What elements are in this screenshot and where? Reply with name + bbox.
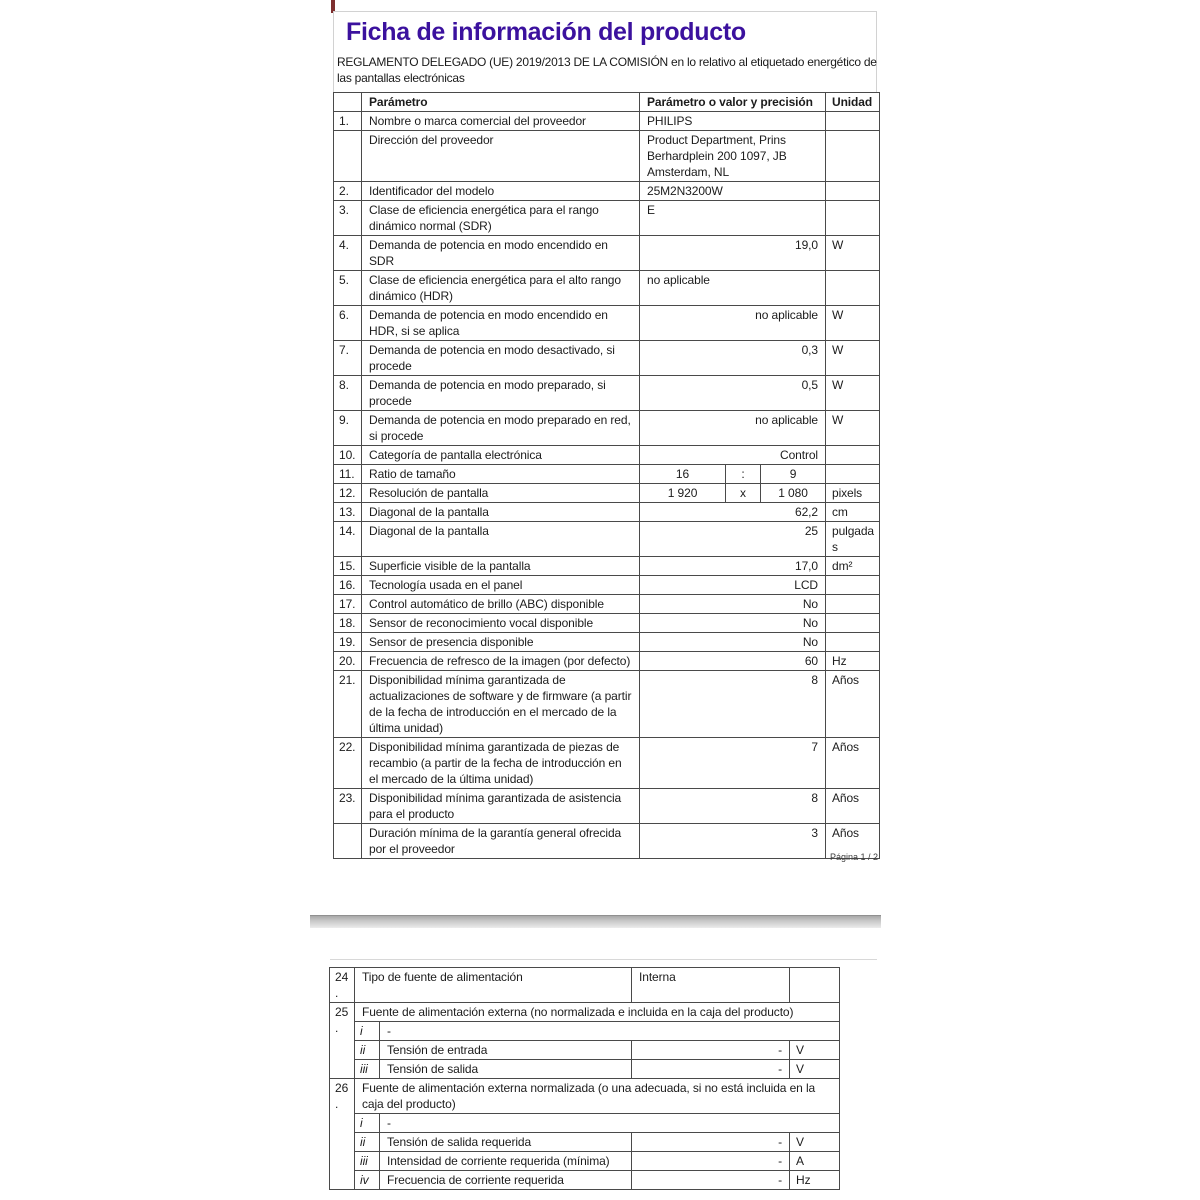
parameter-value: PHILIPS xyxy=(640,112,826,131)
unit-label xyxy=(826,446,880,465)
unit-label: W xyxy=(826,341,880,376)
regulation-intro-text: REGLAMENTO DELEGADO (UE) 2019/2013 DE LA COMISIÓN en lo relativo al etiquetado energético de las pantallas electrónicas xyxy=(337,55,877,85)
table-header-row xyxy=(334,93,880,112)
table-row xyxy=(334,446,880,465)
parameter-label: Identificador del modelo xyxy=(362,182,640,201)
sub-index: iv xyxy=(355,1171,380,1190)
row-number xyxy=(334,131,362,182)
row-number: 18. xyxy=(334,614,362,633)
sub-index: i xyxy=(355,1114,380,1133)
table-row xyxy=(330,1133,840,1152)
unit-label xyxy=(826,595,880,614)
parameter-value: 25 xyxy=(640,522,826,557)
parameter-label: Categoría de pantalla electrónica xyxy=(362,446,640,465)
parameter-label: Intensidad de corriente requerida (mínima) xyxy=(380,1152,632,1171)
row-number: 2. xyxy=(334,182,362,201)
parameter-label: Demanda de potencia en modo preparado, si procede xyxy=(362,376,640,411)
unit-label: pixels xyxy=(826,484,880,503)
unit-label xyxy=(826,131,880,182)
sub-index: i xyxy=(355,1022,380,1041)
value-part: 9 xyxy=(761,465,826,484)
row-number: 22. xyxy=(334,738,362,789)
row-number: 16. xyxy=(334,576,362,595)
table-row xyxy=(334,236,880,271)
table-row xyxy=(334,182,880,201)
parameter-label: Tensión de salida requerida xyxy=(380,1133,632,1152)
table-row xyxy=(334,595,880,614)
row-number: 21. xyxy=(334,671,362,738)
section-label: Fuente de alimentación externa normalizada (o una adecuada, si no está incluida en la caja del producto) xyxy=(355,1079,840,1114)
table-row xyxy=(334,738,880,789)
unit-label: Años xyxy=(826,824,880,859)
table-row xyxy=(334,557,880,576)
table-row xyxy=(330,1114,840,1133)
parameter-value: no aplicable xyxy=(640,306,826,341)
section-label: Fuente de alimentación externa (no normalizada e incluida en la caja del producto) xyxy=(355,1003,840,1022)
row-number: 20. xyxy=(334,652,362,671)
unit-label: W xyxy=(826,376,880,411)
row-number: 5. xyxy=(334,271,362,306)
parameter-value: Control xyxy=(640,446,826,465)
row-number: 7. xyxy=(334,341,362,376)
parameter-value: No xyxy=(640,633,826,652)
parameter-label: Resolución de pantalla xyxy=(362,484,640,503)
parameter-label: Frecuencia de refresco de la imagen (por defecto) xyxy=(362,652,640,671)
parameter-label: Nombre o marca comercial del proveedor xyxy=(362,112,640,131)
table-row xyxy=(330,1022,840,1041)
parameter-label: Tensión de salida xyxy=(380,1060,632,1079)
parameter-label: Demanda de potencia en modo encendido en HDR, si se aplica xyxy=(362,306,640,341)
table-row xyxy=(334,576,880,595)
value-part: 16 xyxy=(640,465,726,484)
table-row xyxy=(334,306,880,341)
parameter-value: - xyxy=(380,1022,840,1041)
table-row xyxy=(334,671,880,738)
parameter-value: 0,5 xyxy=(640,376,826,411)
parameter-label: Clase de eficiencia energética para el alto rango dinámico (HDR) xyxy=(362,271,640,306)
row-number: 14. xyxy=(334,522,362,557)
row-number: 13. xyxy=(334,503,362,522)
unit-label xyxy=(826,112,880,131)
parameter-value: 62,2 xyxy=(640,503,826,522)
parameter-value: 60 xyxy=(640,652,826,671)
row-number: 25. xyxy=(330,1003,355,1079)
table-row xyxy=(330,1003,840,1022)
sub-index: iii xyxy=(355,1060,380,1079)
product-fiche-table-page1 xyxy=(333,92,880,859)
parameter-label: Tipo de fuente de alimentación xyxy=(355,968,632,1003)
unit-label: V xyxy=(790,1133,840,1152)
unit-label: pulgadas xyxy=(826,522,880,557)
row-number: 1. xyxy=(334,112,362,131)
header-unit: Unidad xyxy=(826,93,880,112)
parameter-label: Ratio de tamaño xyxy=(362,465,640,484)
table-row xyxy=(330,968,840,1003)
row-number: 10. xyxy=(334,446,362,465)
unit-label: W xyxy=(826,306,880,341)
parameter-label: Control automático de brillo (ABC) disponible xyxy=(362,595,640,614)
parameter-label: Demanda de potencia en modo encendido en SDR xyxy=(362,236,640,271)
unit-label: Años xyxy=(826,738,880,789)
parameter-label: Disponibilidad mínima garantizada de asistencia para el producto xyxy=(362,789,640,824)
unit-label xyxy=(826,201,880,236)
row-number: 6. xyxy=(334,306,362,341)
parameter-label: Clase de eficiencia energética para el rango dinámico normal (SDR) xyxy=(362,201,640,236)
parameter-label: Diagonal de la pantalla xyxy=(362,503,640,522)
value-part: : xyxy=(726,465,761,484)
sub-index: iii xyxy=(355,1152,380,1171)
parameter-value: 7 xyxy=(640,738,826,789)
parameter-value: - xyxy=(632,1060,790,1079)
unit-label xyxy=(826,614,880,633)
table-row xyxy=(334,789,880,824)
table-row xyxy=(334,376,880,411)
parameter-label: Sensor de presencia disponible xyxy=(362,633,640,652)
page-title: Ficha de información del producto xyxy=(346,18,746,46)
parameter-value: 8 xyxy=(640,789,826,824)
unit-label xyxy=(826,576,880,595)
table-row xyxy=(334,484,880,503)
table-row xyxy=(334,341,880,376)
table-row xyxy=(334,633,880,652)
parameter-label: Sensor de reconocimiento vocal disponible xyxy=(362,614,640,633)
unit-label: Hz xyxy=(790,1171,840,1190)
row-number: 24. xyxy=(330,968,355,1003)
parameter-label: Frecuencia de corriente requerida xyxy=(380,1171,632,1190)
unit-label xyxy=(790,968,840,1003)
unit-label: dm² xyxy=(826,557,880,576)
table-row xyxy=(330,1152,840,1171)
parameter-value: 3 xyxy=(640,824,826,859)
parameter-value: - xyxy=(380,1114,840,1133)
row-number: 4. xyxy=(334,236,362,271)
table-row xyxy=(330,1060,840,1079)
parameter-label: Superficie visible de la pantalla xyxy=(362,557,640,576)
sub-index: ii xyxy=(355,1133,380,1152)
table-row xyxy=(330,1041,840,1060)
parameter-value: E xyxy=(640,201,826,236)
parameter-label: Demanda de potencia en modo preparado en red, si procede xyxy=(362,411,640,446)
row-number: 3. xyxy=(334,201,362,236)
unit-label xyxy=(826,633,880,652)
table-row xyxy=(334,465,880,484)
unit-label xyxy=(826,182,880,201)
unit-label xyxy=(826,271,880,306)
parameter-label: Tecnología usada en el panel xyxy=(362,576,640,595)
unit-label xyxy=(826,465,880,484)
parameter-value: - xyxy=(632,1133,790,1152)
row-number: 23. xyxy=(334,789,362,824)
row-number: 8. xyxy=(334,376,362,411)
table-row xyxy=(334,112,880,131)
sub-index: ii xyxy=(355,1041,380,1060)
unit-label: A xyxy=(790,1152,840,1171)
value-part: x xyxy=(726,484,761,503)
parameter-label: Tensión de entrada xyxy=(380,1041,632,1060)
row-number: 9. xyxy=(334,411,362,446)
table-row xyxy=(334,522,880,557)
table-row xyxy=(334,503,880,522)
parameter-value: No xyxy=(640,614,826,633)
page-number-footer: Página 1 / 2 xyxy=(829,852,878,862)
value-part: 1 080 xyxy=(761,484,826,503)
row-number: 15. xyxy=(334,557,362,576)
parameter-label: Disponibilidad mínima garantizada de actualizaciones de software y de firmware (a partir de la fecha de introducción en el mercado de la última unidad) xyxy=(362,671,640,738)
parameter-value: Product Department, Prins Berhardplein 200 1097, JB Amsterdam, NL xyxy=(640,131,826,182)
unit-label: Años xyxy=(826,789,880,824)
parameter-value: - xyxy=(632,1041,790,1060)
parameter-label: Diagonal de la pantalla xyxy=(362,522,640,557)
row-number: 19. xyxy=(334,633,362,652)
parameter-value: - xyxy=(632,1171,790,1190)
parameter-value: no aplicable xyxy=(640,271,826,306)
table-row xyxy=(330,1079,840,1114)
parameter-value: No xyxy=(640,595,826,614)
unit-label: cm xyxy=(826,503,880,522)
unit-label: V xyxy=(790,1041,840,1060)
table-row xyxy=(334,201,880,236)
header-parameter: Parámetro xyxy=(362,93,640,112)
table-row xyxy=(334,614,880,633)
unit-label: W xyxy=(826,411,880,446)
table-row xyxy=(334,271,880,306)
page2-top-line xyxy=(330,959,877,960)
header-number-cell xyxy=(334,93,362,112)
row-number: 26. xyxy=(330,1079,355,1190)
table-row xyxy=(334,411,880,446)
table-row xyxy=(334,131,880,182)
row-number: 17. xyxy=(334,595,362,614)
parameter-label: Duración mínima de la garantía general ofrecida por el proveedor xyxy=(362,824,640,859)
parameter-value: 17,0 xyxy=(640,557,826,576)
parameter-value: - xyxy=(632,1152,790,1171)
parameter-value: 19,0 xyxy=(640,236,826,271)
unit-label: Hz xyxy=(826,652,880,671)
parameter-value: LCD xyxy=(640,576,826,595)
unit-label: V xyxy=(790,1060,840,1079)
page-separator-bar xyxy=(310,915,881,928)
power-supply-table-page2 xyxy=(329,967,840,1190)
parameter-label: Dirección del proveedor xyxy=(362,131,640,182)
parameter-value: 0,3 xyxy=(640,341,826,376)
parameter-label: Demanda de potencia en modo desactivado, si procede xyxy=(362,341,640,376)
unit-label: W xyxy=(826,236,880,271)
parameter-label: Disponibilidad mínima garantizada de piezas de recambio (a partir de la fecha de introducción en el mercado de la última unidad) xyxy=(362,738,640,789)
row-number: 12. xyxy=(334,484,362,503)
parameter-value: no aplicable xyxy=(640,411,826,446)
value-part: 1 920 xyxy=(640,484,726,503)
header-value: Parámetro o valor y precisión xyxy=(640,93,826,112)
parameter-value: Interna xyxy=(632,968,790,1003)
table-row xyxy=(330,1171,840,1190)
parameter-value: 25M2N3200W xyxy=(640,182,826,201)
unit-label: Años xyxy=(826,671,880,738)
table-row xyxy=(334,652,880,671)
parameter-value: 8 xyxy=(640,671,826,738)
row-number: 11. xyxy=(334,465,362,484)
